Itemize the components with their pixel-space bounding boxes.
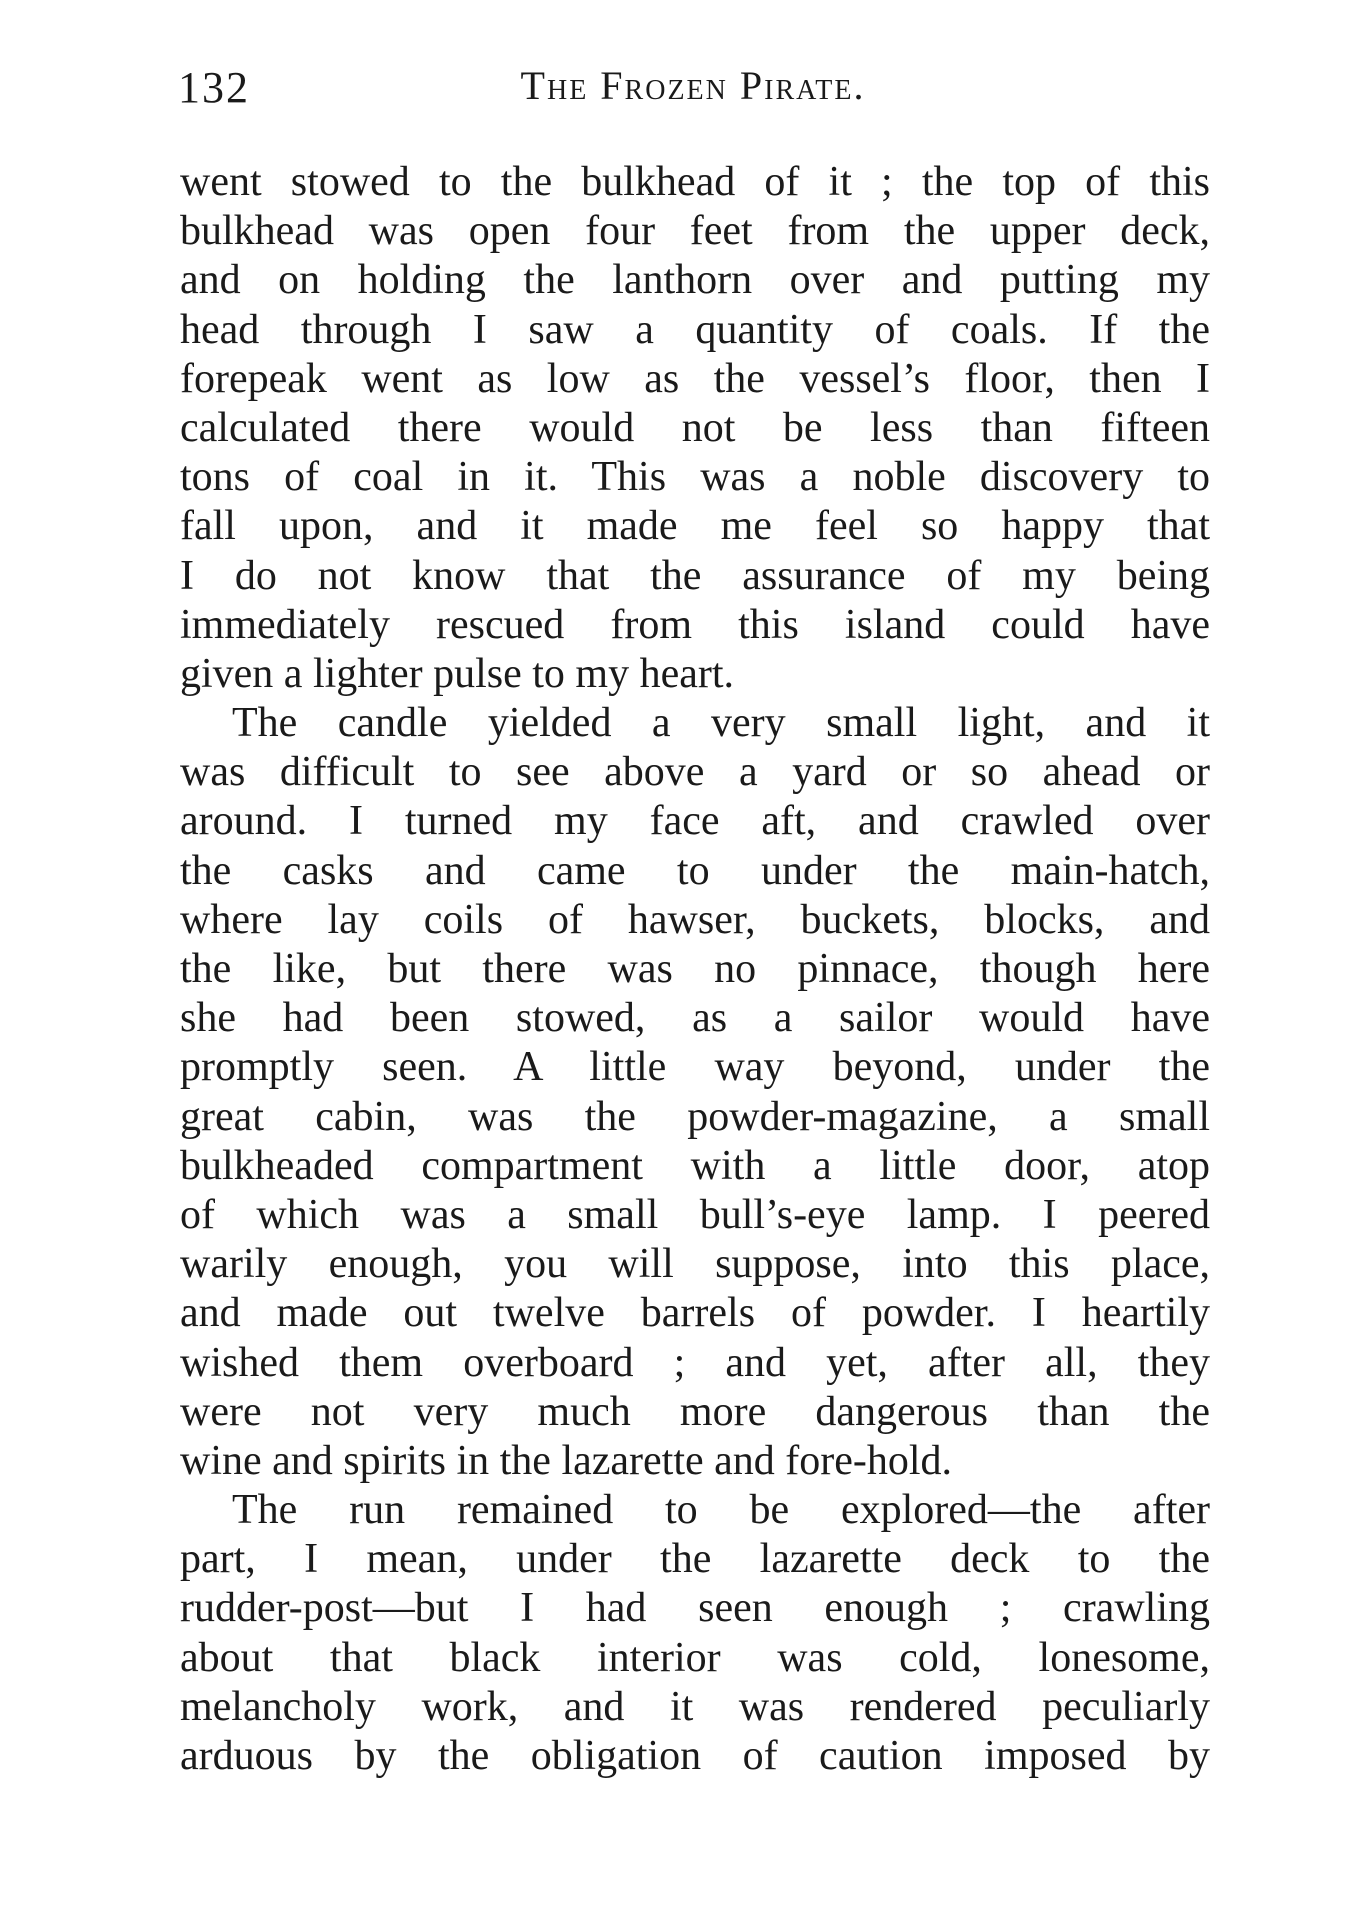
text-line: calculated there would not be less than fifteen: [180, 404, 1210, 451]
running-title: The Frozen Pirate.: [520, 63, 866, 108]
text-line: rudder-post—but I had seen enough ; crawling: [180, 1585, 1210, 1632]
text-line: and on holding the lanthorn over and putting my: [180, 257, 1210, 304]
text-line: about that black interior was cold, lonesome,: [180, 1634, 1210, 1681]
text-line: The run remained to be explored—the after: [232, 1487, 1210, 1534]
text-line: fall upon, and it made me feel so happy that: [180, 503, 1210, 550]
text-line: was difficult to see above a yard or so ahead or: [180, 749, 1210, 796]
text-line: part, I mean, under the lazarette deck to the: [180, 1536, 1210, 1583]
text-line: wine and spirits in the lazarette and fore-hold.: [180, 1437, 953, 1484]
text-line: given a lighter pulse to my heart.: [180, 650, 735, 697]
text-line: the casks and came to under the main-hatch,: [180, 847, 1210, 894]
text-line: arduous by the obligation of caution imposed by: [180, 1733, 1210, 1779]
text-line: wished them overboard ; and yet, after all, they: [180, 1339, 1210, 1386]
text-line: of which was a small bull’s-eye lamp. I peered: [180, 1191, 1210, 1238]
text-line: I do not know that the assurance of my being: [180, 552, 1210, 599]
text-line: were not very much more dangerous than the: [180, 1388, 1210, 1435]
text-line: tons of coal in it. This was a noble discovery to: [180, 454, 1210, 501]
text-line: great cabin, was the powder-magazine, a small: [180, 1093, 1210, 1140]
text-line: she had been stowed, as a sailor would have: [180, 995, 1210, 1042]
text-line: went stowed to the bulkhead of it ; the top of this: [180, 159, 1210, 205]
text-line: immediately rescued from this island could have: [180, 601, 1210, 648]
page-number: 132: [178, 63, 250, 112]
text-line: around. I turned my face aft, and crawled over: [180, 798, 1210, 845]
text-line: promptly seen. A little way beyond, under the: [180, 1044, 1210, 1091]
text-line: bulkheaded compartment with a little door, atop: [180, 1142, 1210, 1189]
text-line: melancholy work, and it was rendered peculiarly: [180, 1683, 1210, 1730]
text-line: the like, but there was no pinnace, though here: [180, 946, 1210, 992]
text-line: The candle yielded a very small light, and it: [232, 700, 1210, 747]
text-line: warily enough, you will suppose, into this place,: [180, 1241, 1210, 1288]
text-line: forepeak went as low as the vessel’s floor, then I: [180, 355, 1210, 402]
body-text: [180, 158, 1210, 1781]
text-line: bulkhead was open four feet from the upper deck,: [180, 208, 1210, 255]
page-header: [178, 62, 1208, 132]
text-line: where lay coils of hawser, buckets, blocks, and: [180, 896, 1210, 943]
text-line: head through I saw a quantity of coals. If the: [180, 306, 1210, 353]
text-line: and made out twelve barrels of powder. I heartily: [180, 1290, 1210, 1337]
